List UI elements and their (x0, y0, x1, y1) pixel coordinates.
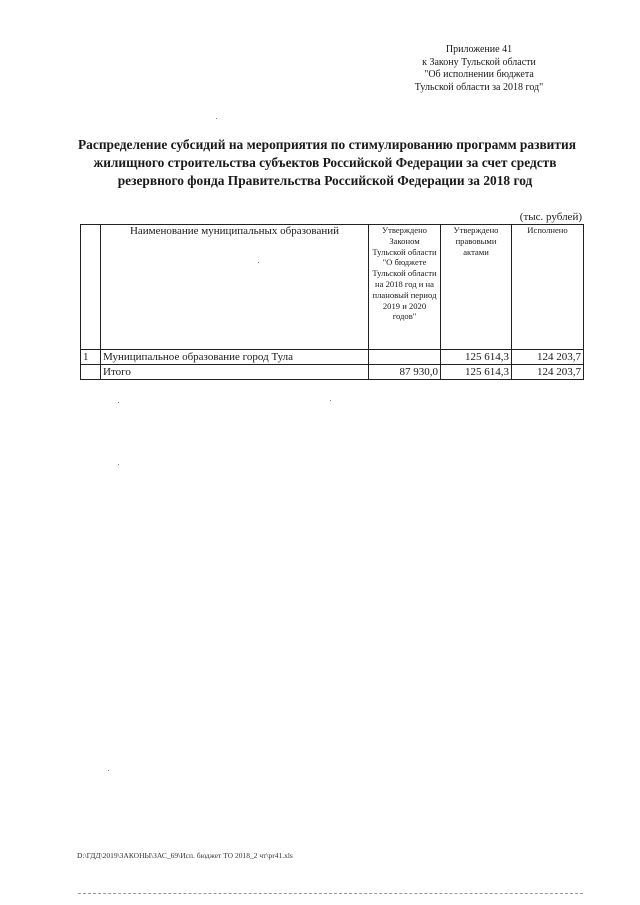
total-approved-law: 87 930,0 (369, 365, 441, 380)
scan-speck (108, 770, 109, 771)
scan-speck (118, 464, 119, 465)
title-line: жилищного строительства субъектов Российской Федерации за счет средств (93, 155, 557, 170)
scan-edge-line (78, 893, 583, 894)
header-line: Утверждено (382, 225, 427, 235)
header-line: на 2018 год и на (375, 278, 434, 289)
scan-speck (118, 402, 119, 403)
row-approved-acts: 125 614,3 (441, 350, 512, 365)
appendix-line: к Закону Тульской области (422, 56, 536, 68)
scan-speck (258, 262, 259, 263)
header-line: Тульской области (372, 246, 437, 257)
title-line: Распределение субсидий на мероприятия по стимулированию программ развития (78, 137, 576, 152)
header-line: Тульской области (372, 268, 437, 279)
header-line: Законом (389, 235, 420, 246)
appendix-reference (380, 44, 578, 94)
total-executed: 124 203,7 (512, 365, 584, 380)
header-line: плановый период (372, 289, 437, 300)
header-line: Утверждено (453, 225, 499, 235)
total-label: Итого (101, 365, 369, 380)
header-approved-law (369, 225, 441, 350)
header-line: Исполнено (527, 225, 568, 235)
file-path-footer: D:\ГДД\2019\ЗАКОНЫ\ЗАС_69\Исп. бюджет ТО 2018_2 чт\pr41.xls (77, 851, 293, 860)
appendix-line: "Об исполнении бюджета (424, 69, 534, 80)
appendix-line: Приложение 41 (445, 44, 513, 55)
header-line: актами (463, 246, 489, 257)
document-title (78, 136, 576, 190)
title-line: резервного фонда Правительства Российской Федерации за 2018 год (117, 173, 533, 188)
table-row (81, 350, 584, 365)
total-index (81, 365, 101, 380)
row-executed: 124 203,7 (512, 350, 584, 365)
total-row (81, 365, 584, 380)
row-name: Муниципальное образование город Тула (101, 350, 369, 365)
header-executed (512, 225, 584, 350)
header-line: правовыми (455, 235, 497, 246)
header-index (81, 225, 101, 350)
row-index: 1 (81, 350, 101, 365)
scan-speck (330, 400, 331, 401)
header-line: 2019 и 2020 (382, 300, 427, 311)
header-approved-acts (441, 225, 512, 350)
header-name: Наименование муниципальных образований (101, 225, 369, 350)
appendix-line: Тульской области за 2018 год" (414, 81, 544, 93)
units-label: (тыс. рублей) (519, 211, 582, 223)
subsidy-table (80, 224, 584, 380)
header-line: "О бюджете (382, 257, 427, 268)
row-approved-law (369, 350, 441, 365)
scan-speck (216, 118, 217, 119)
table-header-row (81, 225, 584, 350)
header-line: годов" (392, 311, 417, 322)
total-approved-acts: 125 614,3 (441, 365, 512, 380)
